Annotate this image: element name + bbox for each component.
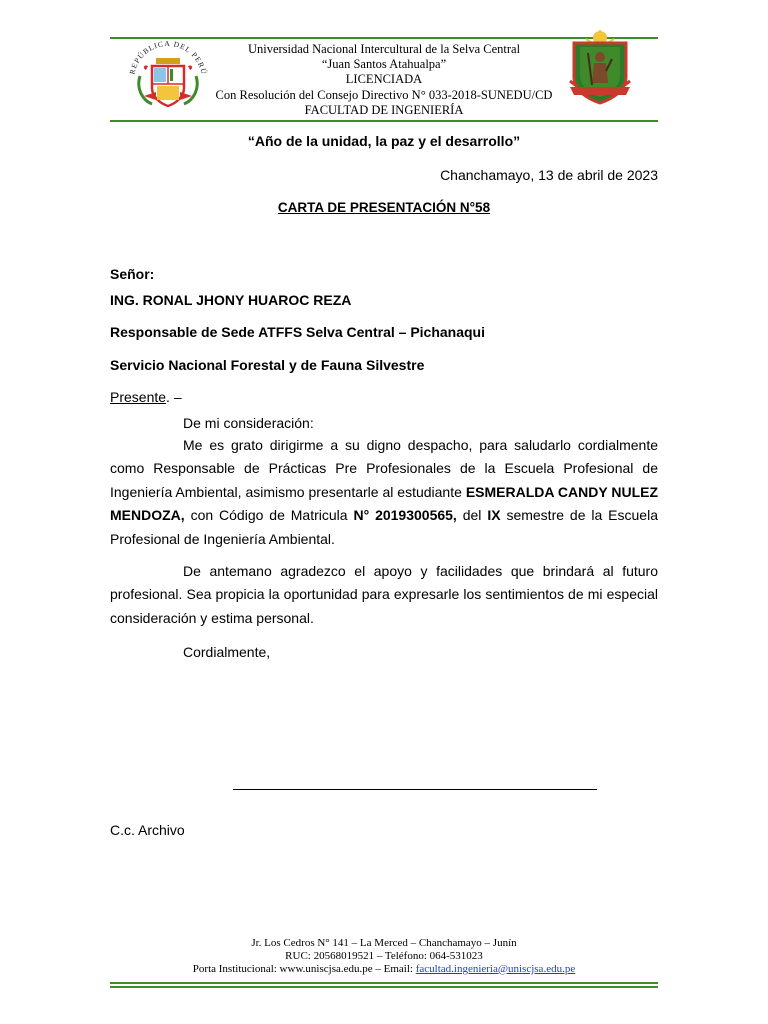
body-paragraph-1 (110, 434, 658, 551)
email-link[interactable]: facultad.ingenieria@uniscjsa.edu.pe (415, 962, 576, 975)
presente-suffix: . – (166, 389, 182, 405)
place-date: Chanchamayo, 13 de abril de 2023 (440, 167, 658, 183)
resolution-line: Con Resolución del Consejo Directivo N° 033-2018-SUNEDU/CD (215, 87, 553, 102)
presente-line (110, 389, 182, 405)
footer-address: Jr. Los Cedros N° 141 – La Merced – Chanchamayo – Junín (251, 937, 517, 949)
header-rule-bottom (110, 120, 658, 122)
year-motto: “Año de la unidad, la paz y el desarrollo” (247, 133, 521, 149)
recipient-institution: Servicio Nacional Forestal y de Fauna Silvestre (110, 357, 425, 373)
footer-portal: Porta Institucional: www.uniscjsa.edu.pe – Email: (192, 962, 416, 975)
university-name: Universidad Nacional Intercultural de la Selva Central (247, 42, 521, 56)
svg-text:REPÚBLICA DEL PERÚ: REPÚBLICA DEL PERÚ (127, 38, 209, 76)
body-paragraph-2 (110, 560, 658, 630)
university-subtitle: “Juan Santos Atahualpa” (321, 57, 447, 72)
student-code: N° 2019300565, (353, 507, 457, 524)
university-crest-logo (566, 29, 634, 105)
recipient-name: ING. RONAL JHONY HUAROC REZA (110, 292, 352, 308)
footer (110, 937, 658, 975)
body-text: semestre de la Escuela Profesional de Ingeniería Ambiental. (110, 507, 658, 547)
footer-ruc: RUC: 20568019521 – Teléfono: 064-531023 (285, 949, 483, 962)
footer-rule-bottom (110, 986, 658, 988)
student-name: ESMERALDA CANDY NULEZ MENDOZA, (110, 483, 659, 524)
signature-line (233, 789, 597, 790)
cc-archive: C.c. Archivo (110, 822, 185, 838)
footer-rule-top (110, 982, 658, 984)
recipient-position: Responsable de Sede ATFFS Selva Central – Pichanaqui (110, 324, 485, 340)
footer-contact (110, 963, 658, 976)
presente-word: Presente (110, 389, 167, 405)
body-text: del (456, 507, 488, 524)
salutation: Señor: (110, 266, 155, 282)
closing: Cordialmente, (183, 644, 271, 660)
semester: IX (487, 507, 501, 524)
body-text: De antemano agradezco el apoyo y facilidades que brindará al futuro profesional. Sea propicia la oportunidad para expresarle los sentimientos de mi especial consideración y estima personal. (110, 563, 658, 626)
body-text: Me es grato dirigirme a su digno despacho, para saludarlo cordialmente como Responsable de Prácticas Pre Profesionales de la Escuela Profesional de Ingeniería Ambiental, asimismo presentarle al estudiante (110, 437, 658, 500)
letterhead (200, 42, 568, 118)
greeting: De mi consideración: (183, 415, 314, 431)
body-text: con Código de Matricula (184, 507, 354, 524)
faculty-name: FACULTAD DE INGENIERÍA (304, 102, 464, 117)
license-status: LICENCIADA (345, 72, 423, 87)
letter-title: CARTA DE PRESENTACIÓN N°58 (277, 200, 491, 215)
